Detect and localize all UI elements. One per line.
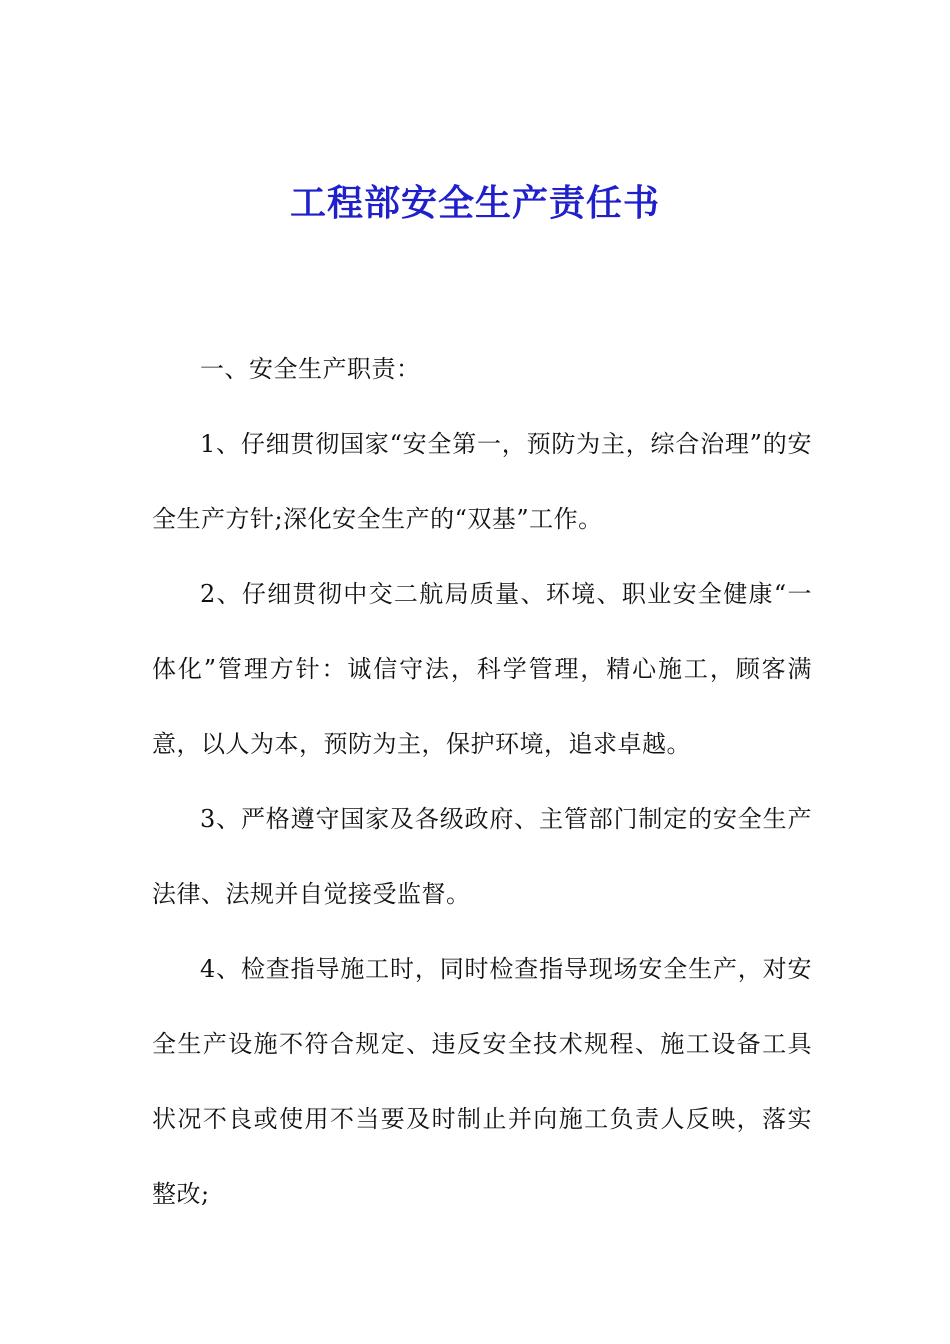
paragraph-4: 4、检查指导施工时，同时检查指导现场安全生产，对安全生产设施不符合规定、违反安全技术规程、施工设备工具状况不良或使用不当要及时制止并向施工负责人反映，落实整改; xyxy=(152,955,812,1208)
paragraph-1: 1、仔细贯彻国家“安全第一，预防为主，综合治理”的安全生产方针;深化安全生产的“双基”工作。 xyxy=(152,430,812,533)
document-body xyxy=(152,332,812,1232)
section-heading: 一、安全生产职责： xyxy=(200,355,421,383)
document-title: 工程部安全生产责任书 xyxy=(289,183,660,224)
paragraph-2: 2、仔细贯彻中交二航局质量、环境、职业安全健康“一体化”管理方针：诚信守法，科学管理，精心施工，顾客满意，以人为本，预防为主，保护环境，追求卓越。 xyxy=(152,580,812,758)
paragraph-3: 3、严格遵守国家及各级政府、主管部门制定的安全生产法律、法规并自觉接受监督。 xyxy=(152,805,812,908)
